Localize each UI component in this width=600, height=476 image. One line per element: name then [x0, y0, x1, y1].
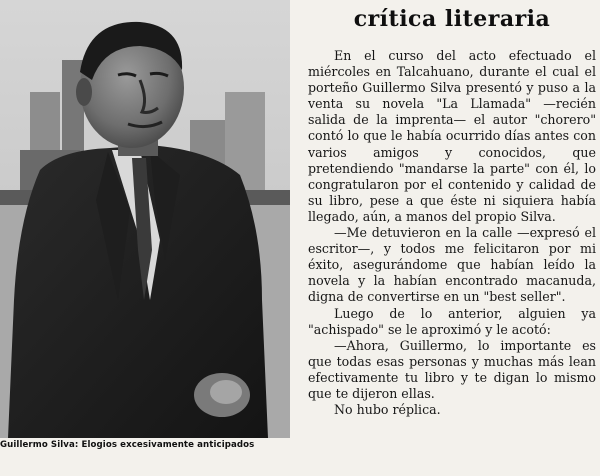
article-paragraph: No hubo réplica. — [334, 402, 441, 418]
photo-caption: Guillermo Silva: Elogios excesivamente anticipados — [0, 440, 255, 450]
portrait-illustration — [0, 0, 290, 438]
article-column — [308, 0, 596, 476]
article-paragraph: —Ahora, Guillermo, lo importante es que todas esas personas y muchas más lean efectivamente tu libro y te digan lo mismo que te dijeron ellas. — [308, 337, 596, 401]
article-paragraph: Luego de lo anterior, alguien ya "achispado" se le aproximó y le acotó: — [308, 305, 596, 337]
portrait-photo — [0, 0, 290, 438]
article-body — [308, 48, 596, 418]
article-paragraph: En el curso del acto efectuado el miércoles en Talcahuano, durante el cual el porteño Guillermo Silva presentó y puso a la venta su novela "La Llamada" —recién salida de la imprenta— el autor "chorero" contó lo que le había ocurrido días antes con varios amigos y conocidos, que pretendiendo "mandarse la parte" con él, lo congratularon por el contenido y calidad de su libro, pese a que éste ni siquiera había llegado, aún, a manos del propio Silva. — [308, 48, 596, 224]
article-paragraph: —Me detuvieron en la calle —expresó el escritor—, y todos me felicitaron por mi éxito, asegurándome que habían leído la novela y la habían encontrado macanuda, digna de convertirse en un "best seller". — [308, 225, 596, 305]
section-title: crítica literaria — [353, 6, 551, 32]
